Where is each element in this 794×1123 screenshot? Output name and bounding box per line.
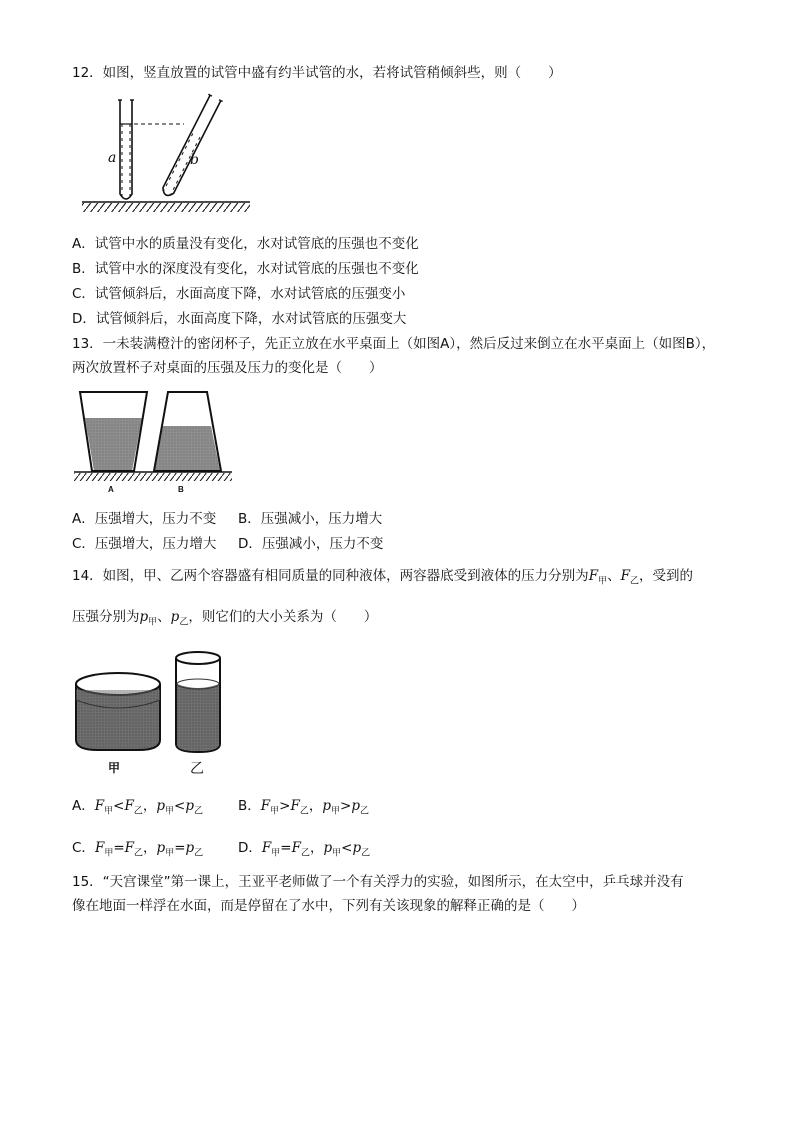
q13-cup-figure <box>72 388 234 498</box>
q14-stem-line2: 压强分别为$p_甲$、$p_乙$，则它们的大小关系为（ ） <box>72 609 378 628</box>
q13-option-d: D．压强减小，压力不变 <box>238 536 384 552</box>
q12-option-c: C．试管倾斜后，水面高度下降，水对试管底的压强变小 <box>72 286 406 302</box>
ground-hatching <box>82 203 250 212</box>
q13-options-row1 <box>72 509 382 529</box>
symbol-p-jia: $p_甲$ <box>139 609 158 628</box>
container-jia <box>76 673 160 750</box>
q13-stem-line1: 13．一未装满橙汁的密闭杯子，先正立放在水平桌面上（如图A），然后反过来倒立在水平桌面上（如图B）， <box>72 336 716 352</box>
q13-stem-line2: 两次放置杯子对桌面的压强及压力的变化是（ ） <box>72 360 383 376</box>
symbol-f-yi: $F_乙$ <box>620 568 639 587</box>
label-a: a <box>108 150 117 166</box>
q14-option-c: C．$F_甲=F_乙$，$p_甲=p_乙$ <box>72 840 204 859</box>
symbol-p-yi: $p_乙$ <box>170 609 189 628</box>
label-cup-a: A <box>108 485 114 494</box>
q12-option-b: B．试管中水的深度没有变化，水对试管底的压强也不变化 <box>72 261 419 277</box>
q14-option-d: D．$F_甲=F_乙$，$p_甲<p_乙$ <box>238 840 371 859</box>
q13-options-row2 <box>72 534 383 554</box>
cup-a-upright <box>80 392 147 471</box>
q15-stem-line1: 15．“天宫课堂”第一课上，王亚平老师做了一个有关浮力的实验，如图所示，在太空中，乒乓球并没有 <box>72 874 684 890</box>
q15-stem-line2: 像在地面一样浮在水面，而是停留在了水中，下列有关该现象的解释正确的是（ ） <box>72 898 585 914</box>
symbol-f-jia: $F_甲$ <box>588 568 608 587</box>
vertical-test-tube <box>118 100 134 199</box>
q14-options-row1 <box>72 796 369 822</box>
container-yi <box>176 652 220 752</box>
table-hatching <box>74 473 232 481</box>
q14-option-b: B．$F_甲>F_乙$，$p_甲>p_乙$ <box>238 798 370 817</box>
q12-test-tube-figure <box>72 92 254 216</box>
q12-option-d: D．试管倾斜后，水面高度下降，水对试管底的压强变大 <box>72 311 407 327</box>
label-b: b <box>190 152 199 168</box>
q13-option-b: B．压强减小，压力增大 <box>238 511 383 527</box>
q12-stem: 12．如图，竖直放置的试管中盛有约半试管的水，若将试管稍倾斜些，则（ ） <box>72 65 562 81</box>
label-jia: 甲 <box>108 761 121 775</box>
q14-stem-line1: 14．如图，甲、乙两个容器盛有相同质量的同种液体，两容器底受到液体的压力分别为$F_甲$、$F_乙$，受到的 <box>72 568 693 587</box>
label-cup-b: B <box>178 485 184 494</box>
q14-options-row2 <box>72 838 370 864</box>
q13-option-c: C．压强增大，压力增大 <box>72 536 217 552</box>
q13-option-a: A．压强增大，压力不变 <box>72 511 217 527</box>
tilted-test-tube <box>159 94 223 198</box>
q14-containers-figure <box>72 644 246 778</box>
label-yi: 乙 <box>190 761 204 777</box>
cup-b-inverted <box>154 392 221 471</box>
q12-option-a: A．试管中水的质量没有变化，水对试管底的压强也不变化 <box>72 236 419 252</box>
q14-option-a: A．$F_甲<F_乙$，$p_甲<p_乙$ <box>72 798 203 817</box>
